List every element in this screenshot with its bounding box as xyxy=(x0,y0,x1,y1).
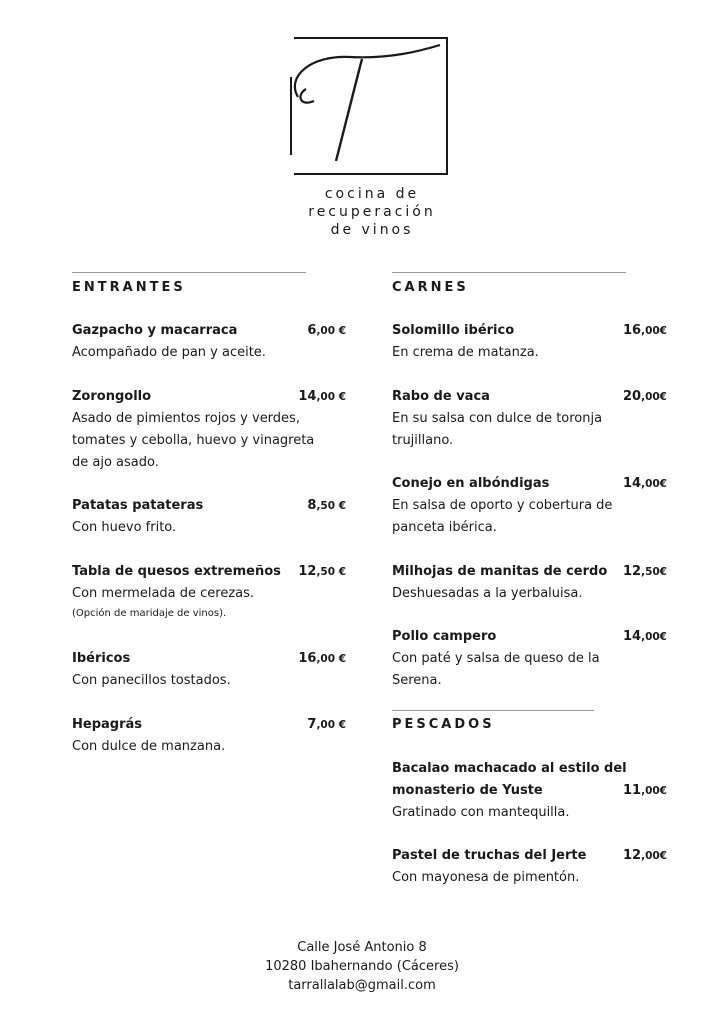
dish-name: Conejo en albóndigas xyxy=(392,476,550,491)
dish-description: Con mermelada de cerezas. xyxy=(72,586,255,601)
menu-item xyxy=(392,561,667,605)
subtitle-line-3: de vinos xyxy=(330,222,414,238)
menu-item xyxy=(392,320,667,364)
dish-price: 12,50 € xyxy=(298,564,346,579)
dish-name: Ibéricos xyxy=(72,651,131,666)
menu-item xyxy=(72,495,346,539)
footer-email: tarrallalab@gmail.com xyxy=(288,978,436,993)
dish-name: Hepagrás xyxy=(72,717,143,732)
dish-description: Con mayonesa de pimentón. xyxy=(392,870,580,885)
dish-description: En su salsa con dulce de toronja xyxy=(392,411,603,426)
dish-name: Bacalao machacado al estilo del xyxy=(392,761,627,776)
dish-name: monasterio de Yuste xyxy=(392,783,543,798)
divider xyxy=(72,272,306,273)
subtitle-line-2: recuperación xyxy=(308,204,436,220)
dish-name: Tabla de quesos extremeños xyxy=(72,564,281,579)
divider xyxy=(392,272,626,273)
dish-name: Rabo de vaca xyxy=(392,389,490,404)
menu-item xyxy=(392,758,667,824)
logo-t-mark xyxy=(290,37,448,175)
dish-price: 7,00 € xyxy=(307,717,346,732)
menu-item xyxy=(392,845,667,889)
dish-name: Gazpacho y macarraca xyxy=(72,323,238,338)
dish-description: Asado de pimientos rojos y verdes, xyxy=(72,411,300,426)
dish-description: Con huevo frito. xyxy=(72,520,177,535)
menu-item xyxy=(392,473,667,539)
dish-price: 12,00€ xyxy=(622,848,667,863)
dish-name: Zorongollo xyxy=(72,389,152,404)
dish-price: 12,50€ xyxy=(622,564,667,579)
dish-description: trujillano. xyxy=(392,433,454,448)
menu-item xyxy=(392,386,667,452)
menu-item xyxy=(72,714,346,758)
dish-price: 14,00 € xyxy=(298,389,346,404)
dish-description: de ajo asado. xyxy=(72,455,159,470)
footer-address: Calle José Antonio 8 xyxy=(297,940,427,955)
section-title-pescados: PESCADOS xyxy=(392,717,495,732)
dish-description: Gratinado con mantequilla. xyxy=(392,805,570,820)
dish-description: panceta ibérica. xyxy=(392,520,497,535)
menu-item xyxy=(72,648,346,692)
menu-item xyxy=(72,386,346,474)
menu-item xyxy=(392,626,667,692)
dish-price: 16,00 € xyxy=(298,651,346,666)
dish-description: Serena. xyxy=(392,673,442,688)
dish-price: 8,50 € xyxy=(307,498,346,513)
dish-description: Acompañado de pan y aceite. xyxy=(72,345,266,360)
logo xyxy=(290,37,448,175)
section-title-entrantes: ENTRANTES xyxy=(72,280,186,295)
dish-price: 11,00€ xyxy=(622,783,667,798)
dish-description: Deshuesadas a la yerbaluisa. xyxy=(392,586,583,601)
dish-name: Milhojas de manitas de cerdo xyxy=(392,564,608,579)
dish-description: Con panecillos tostados. xyxy=(72,673,231,688)
dish-description: Con paté y salsa de queso de la xyxy=(392,651,600,666)
dish-description: tomates y cebolla, huevo y vinagreta xyxy=(72,433,315,448)
dish-price: 14,00€ xyxy=(622,629,667,644)
footer-city: 10280 Ibahernando (Cáceres) xyxy=(265,959,459,974)
dish-name: Pollo campero xyxy=(392,629,497,644)
dish-description: En salsa de oporto y cobertura de xyxy=(392,498,613,513)
dish-name: Pastel de truchas del Jerte xyxy=(392,848,587,863)
section-title-carnes: CARNES xyxy=(392,280,469,295)
menu-item xyxy=(72,320,346,364)
dish-note: (Opción de maridaje de vinos). xyxy=(72,608,227,619)
divider xyxy=(392,710,594,711)
dish-description: Con dulce de manzana. xyxy=(72,739,226,754)
menu-item xyxy=(72,561,346,623)
dish-price: 20,00€ xyxy=(622,389,667,404)
dish-price: 14,00€ xyxy=(622,476,667,491)
dish-name: Solomillo ibérico xyxy=(392,323,515,338)
dish-price: 16,00€ xyxy=(622,323,667,338)
dish-description: En crema de matanza. xyxy=(392,345,539,360)
dish-name: Patatas patateras xyxy=(72,498,204,513)
subtitle-line-1: cocina de xyxy=(324,186,420,202)
dish-price: 6,00 € xyxy=(307,323,346,338)
